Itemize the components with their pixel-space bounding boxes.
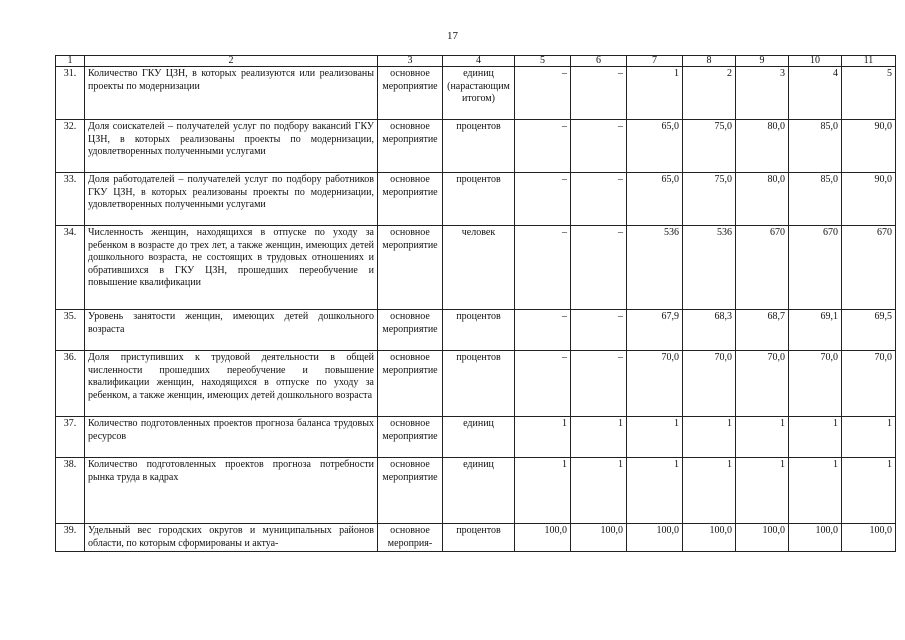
value-col5: – <box>515 226 571 310</box>
value-col6: – <box>571 173 627 226</box>
value-col7: 1 <box>627 67 683 120</box>
indicator-name: Количество ГКУ ЦЗН, в которых реализуются или реализованы проекты по модернизации <box>85 67 378 120</box>
indicator-name: Доля работодателей – получателей услуг по подбору работников ГКУ ЦЗН, в которых реализованы проекты по модернизации, удовлетворенных полученными услугами <box>85 173 378 226</box>
indicator-name: Доля соискателей – получателей услуг по подбору вакансий ГКУ ЦЗН, в которых реализованы проекты по модернизации, удовлетворенных полученными услугами <box>85 120 378 173</box>
indicator-name: Уровень занятости женщин, имеющих детей дошкольного возраста <box>85 310 378 351</box>
table-row <box>56 226 896 310</box>
value-col7: 70,0 <box>627 351 683 417</box>
value-col8: 70,0 <box>683 351 736 417</box>
unit: процентов <box>443 351 515 417</box>
value-col11: 100,0 <box>842 524 896 552</box>
value-col11: 1 <box>842 458 896 524</box>
value-col8: 68,3 <box>683 310 736 351</box>
indicator-name: Удельный вес городских округов и муниципальных районов области, по которым сформированы и актуа- <box>85 524 378 552</box>
value-col6: 100,0 <box>571 524 627 552</box>
value-col5: 1 <box>515 458 571 524</box>
value-col10: 1 <box>789 458 842 524</box>
column-header: 1 <box>56 56 85 67</box>
value-col9: 80,0 <box>736 173 789 226</box>
value-col11: 5 <box>842 67 896 120</box>
table-row <box>56 458 896 524</box>
table-row <box>56 67 896 120</box>
value-col10: 100,0 <box>789 524 842 552</box>
value-col10: 70,0 <box>789 351 842 417</box>
row-number: 35. <box>56 310 85 351</box>
column-header: 9 <box>736 56 789 67</box>
value-col7: 1 <box>627 458 683 524</box>
table-row <box>56 310 896 351</box>
value-col5: 100,0 <box>515 524 571 552</box>
value-col8: 2 <box>683 67 736 120</box>
column-header: 8 <box>683 56 736 67</box>
value-col5: – <box>515 310 571 351</box>
unit: единиц <box>443 458 515 524</box>
value-col8: 1 <box>683 458 736 524</box>
value-col10: 85,0 <box>789 120 842 173</box>
value-col5: – <box>515 67 571 120</box>
value-col9: 100,0 <box>736 524 789 552</box>
indicator-name: Доля приступивших к трудовой деятельности в общей численности прошедших переобучение и повышение квалификации женщин, находящихся в отпуске по уходу за ребенком, а также женщин, имеющих детей дошкольного возраста <box>85 351 378 417</box>
value-col6: 1 <box>571 458 627 524</box>
value-col9: 68,7 <box>736 310 789 351</box>
value-col6: 1 <box>571 417 627 458</box>
column-header: 3 <box>378 56 443 67</box>
value-col9: 80,0 <box>736 120 789 173</box>
unit: процентов <box>443 310 515 351</box>
value-col6: – <box>571 226 627 310</box>
column-header: 11 <box>842 56 896 67</box>
value-col8: 1 <box>683 417 736 458</box>
value-col8: 75,0 <box>683 120 736 173</box>
value-col11: 1 <box>842 417 896 458</box>
value-col6: – <box>571 310 627 351</box>
activity-type: основное мероприятие <box>378 417 443 458</box>
value-col5: – <box>515 173 571 226</box>
value-col11: 70,0 <box>842 351 896 417</box>
activity-type: основное мероприятие <box>378 458 443 524</box>
column-header: 4 <box>443 56 515 67</box>
value-col8: 100,0 <box>683 524 736 552</box>
value-col9: 1 <box>736 458 789 524</box>
row-number: 34. <box>56 226 85 310</box>
value-col7: 65,0 <box>627 120 683 173</box>
activity-type: основное мероприятие <box>378 226 443 310</box>
column-header: 6 <box>571 56 627 67</box>
value-col8: 536 <box>683 226 736 310</box>
activity-type: основное мероприятие <box>378 173 443 226</box>
activity-type: основное мероприя- <box>378 524 443 552</box>
activity-type: основное мероприятие <box>378 351 443 417</box>
row-number: 31. <box>56 67 85 120</box>
table-row <box>56 173 896 226</box>
value-col9: 1 <box>736 417 789 458</box>
value-col11: 90,0 <box>842 120 896 173</box>
unit: процентов <box>443 173 515 226</box>
value-col9: 3 <box>736 67 789 120</box>
unit: единиц <box>443 417 515 458</box>
indicator-name: Численность женщин, находящихся в отпуске по уходу за ребенком в возрасте до трех лет, а также женщин, имеющих детей дошкольного возраста, не состоящих в трудовых отношениях и обратившихся в ГКУ ЦЗН, прошедших переобучение и повышение квалификации <box>85 226 378 310</box>
unit: единиц (нарастающим итогом) <box>443 67 515 120</box>
row-number: 33. <box>56 173 85 226</box>
indicator-name: Количество подготовленных проектов прогноза баланса трудовых ресурсов <box>85 417 378 458</box>
value-col5: 1 <box>515 417 571 458</box>
value-col7: 65,0 <box>627 173 683 226</box>
unit: человек <box>443 226 515 310</box>
indicators-table <box>55 55 896 552</box>
value-col11: 670 <box>842 226 896 310</box>
indicator-name: Количество подготовленных проектов прогноза потребности рынка труда в кадрах <box>85 458 378 524</box>
value-col10: 1 <box>789 417 842 458</box>
value-col7: 1 <box>627 417 683 458</box>
value-col10: 69,1 <box>789 310 842 351</box>
value-col6: – <box>571 351 627 417</box>
unit: процентов <box>443 524 515 552</box>
value-col9: 670 <box>736 226 789 310</box>
column-header: 5 <box>515 56 571 67</box>
column-header: 2 <box>85 56 378 67</box>
activity-type: основное мероприятие <box>378 67 443 120</box>
table-row <box>56 120 896 173</box>
value-col9: 70,0 <box>736 351 789 417</box>
column-header: 7 <box>627 56 683 67</box>
header-row <box>56 56 896 67</box>
value-col7: 100,0 <box>627 524 683 552</box>
value-col7: 536 <box>627 226 683 310</box>
row-number: 37. <box>56 417 85 458</box>
value-col10: 670 <box>789 226 842 310</box>
value-col11: 69,5 <box>842 310 896 351</box>
row-number: 39. <box>56 524 85 552</box>
row-number: 38. <box>56 458 85 524</box>
value-col6: – <box>571 120 627 173</box>
value-col8: 75,0 <box>683 173 736 226</box>
value-col5: – <box>515 351 571 417</box>
page-number: 17 <box>447 30 458 42</box>
table-row <box>56 351 896 417</box>
activity-type: основное мероприятие <box>378 120 443 173</box>
table-row <box>56 417 896 458</box>
value-col10: 85,0 <box>789 173 842 226</box>
unit: процентов <box>443 120 515 173</box>
value-col7: 67,9 <box>627 310 683 351</box>
row-number: 32. <box>56 120 85 173</box>
column-header: 10 <box>789 56 842 67</box>
value-col5: – <box>515 120 571 173</box>
value-col6: – <box>571 67 627 120</box>
row-number: 36. <box>56 351 85 417</box>
value-col10: 4 <box>789 67 842 120</box>
table-row <box>56 524 896 552</box>
value-col11: 90,0 <box>842 173 896 226</box>
activity-type: основное мероприятие <box>378 310 443 351</box>
